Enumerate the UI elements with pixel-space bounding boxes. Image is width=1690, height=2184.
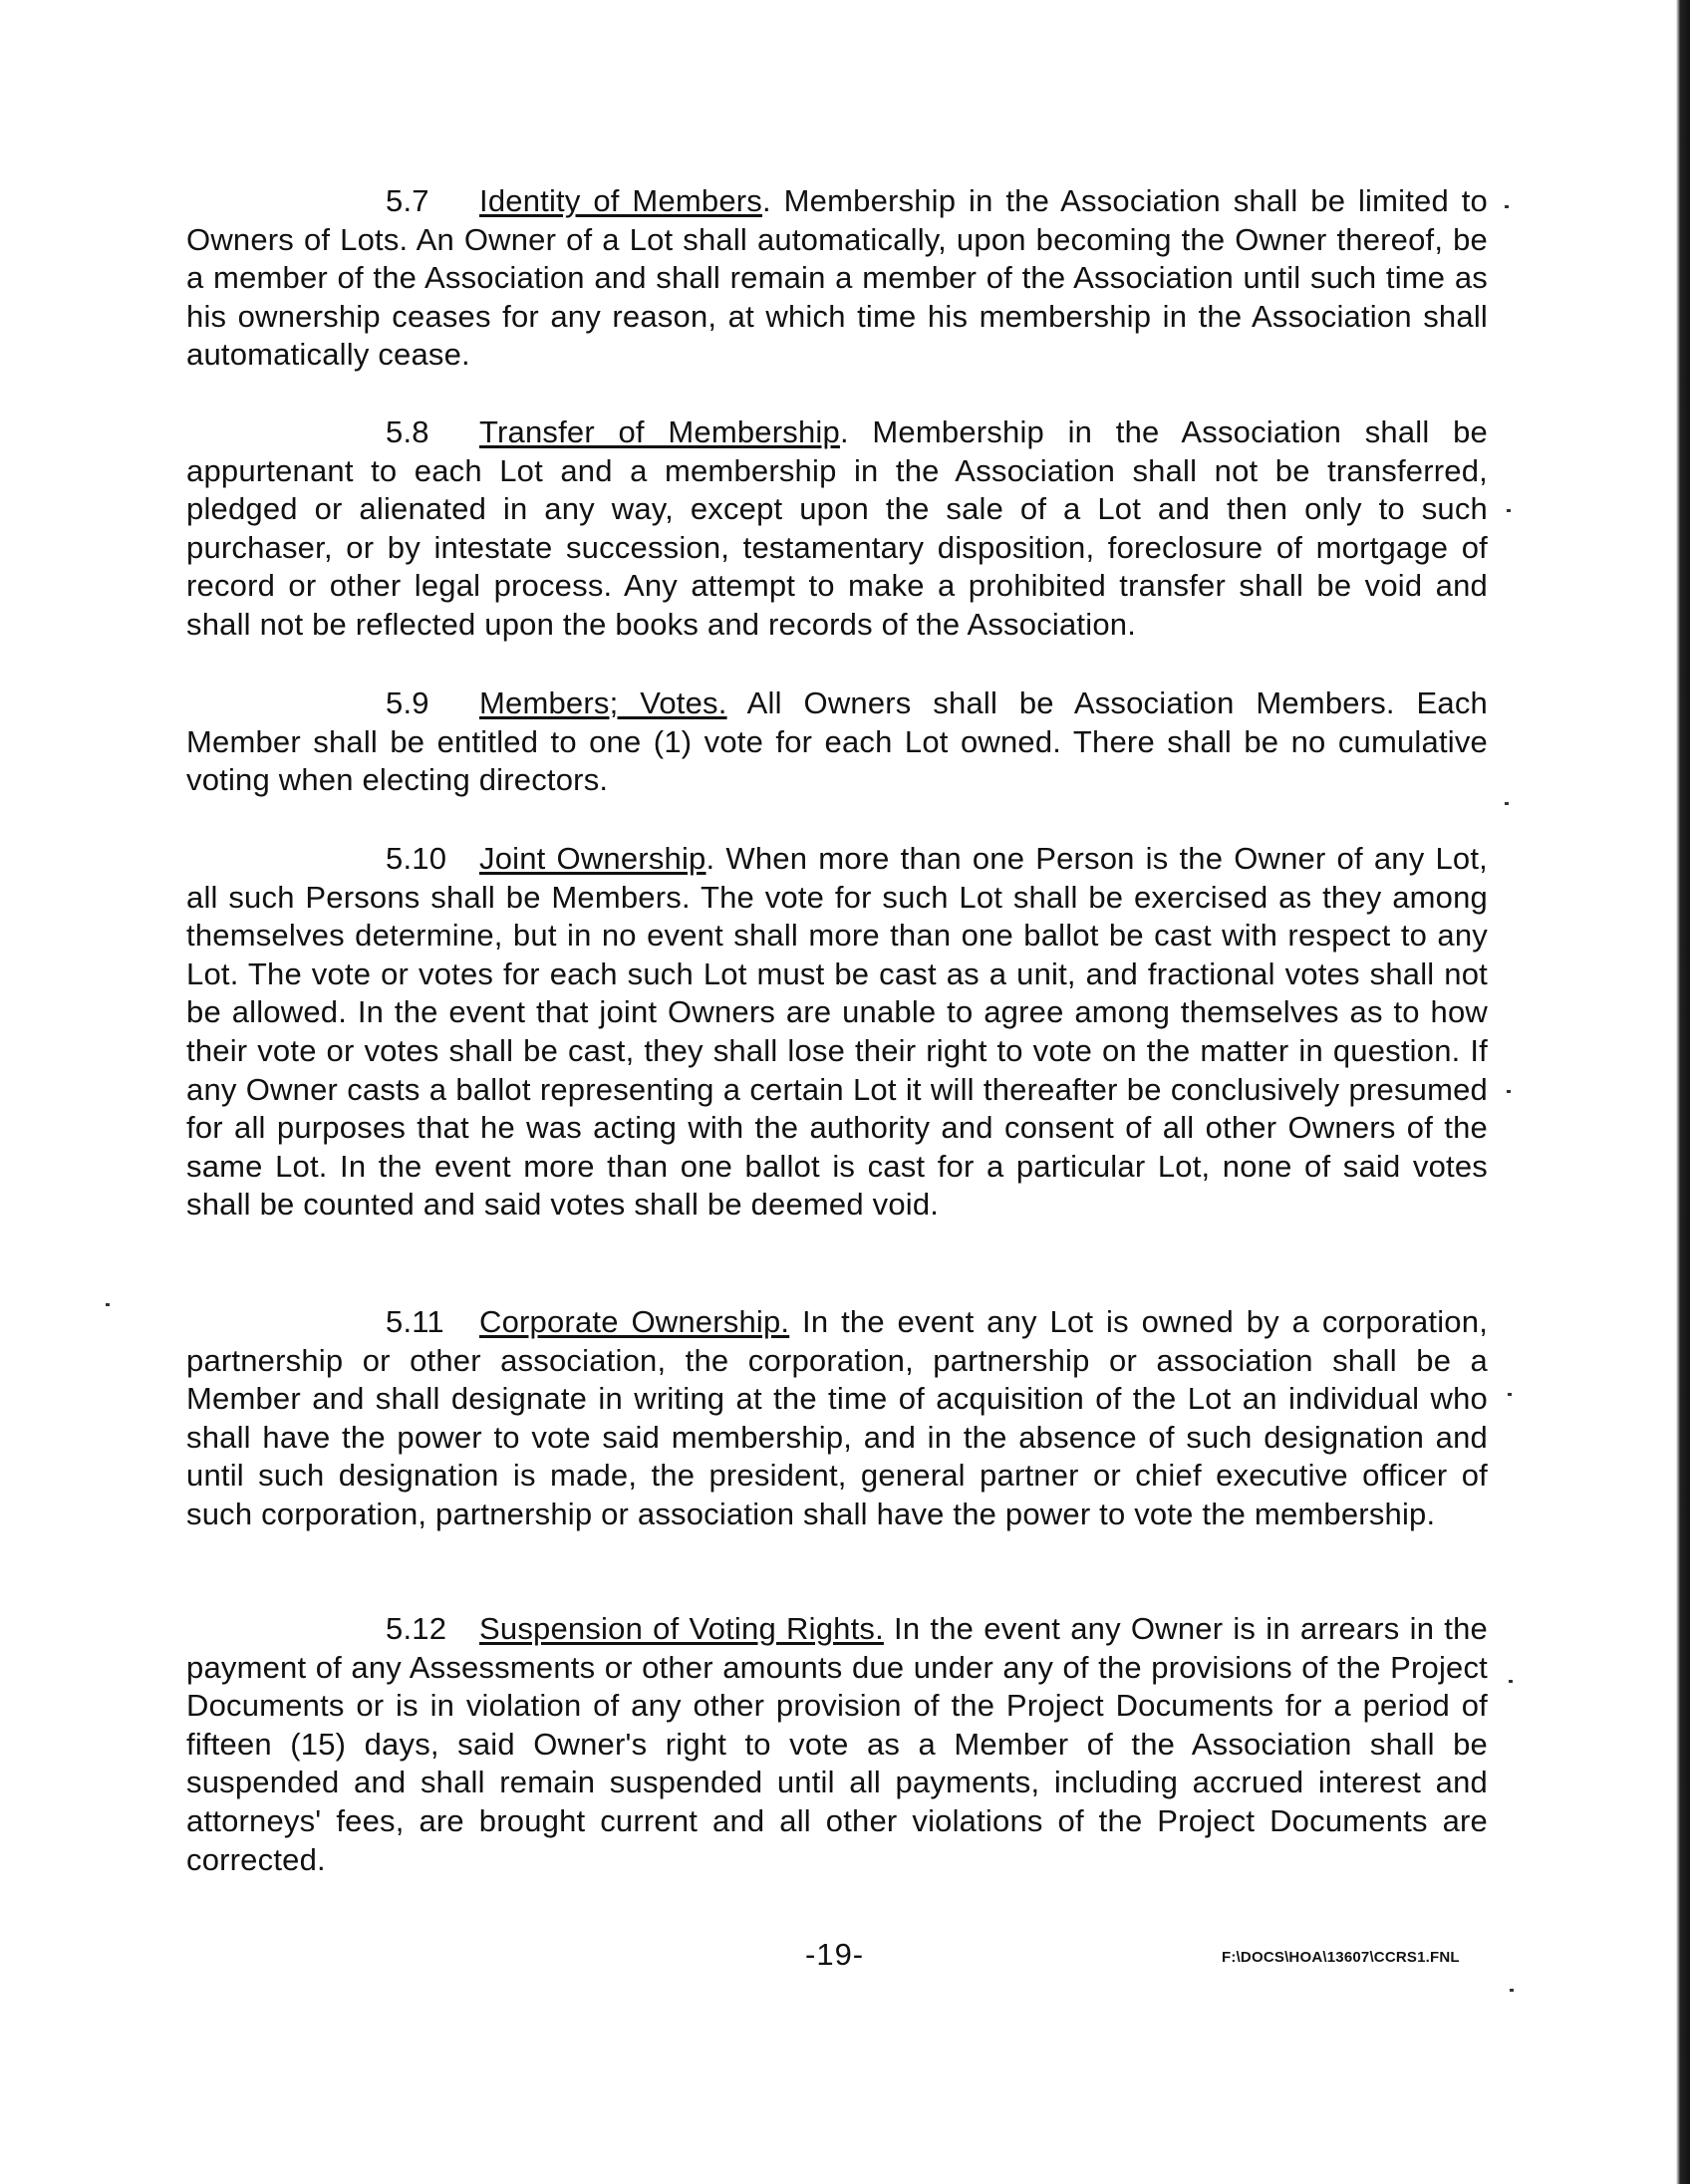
heading-punct: .: [705, 841, 715, 876]
file-path-footer: F:\DOCS\HOA\13607\CCRS1.FNL: [1222, 1949, 1460, 1966]
section-text: In the event any Owner is in arrears in the payment of any Assessments or other amounts due under any of the provisions of the Project Documents or is in violation of any other provision of the Project Documents for a period of fifteen (15) days, said Owner's right to vote as a Member of the Association shall be suspended and shall remain suspended until all payments, including accrued interest and attorneys' fees, are brought current and all other violations of the Project Documents are corrected.: [186, 1611, 1488, 1877]
section-5-7: [186, 182, 1488, 375]
scan-speck: [1505, 205, 1509, 208]
scan-speck: [1509, 1680, 1513, 1683]
scan-speck: [1507, 1090, 1511, 1093]
section-5-8: [186, 413, 1488, 645]
scan-speck: [1505, 802, 1509, 805]
page-number: -19-: [805, 1937, 865, 1972]
section-heading: Suspension of Voting Rights.: [479, 1611, 884, 1646]
scan-speck: [106, 1303, 110, 1306]
section-5-10: [186, 840, 1488, 1225]
section-heading: Joint Ownership: [479, 841, 706, 876]
section-heading: Corporate Ownership.: [479, 1304, 790, 1339]
scan-speck: [1510, 1989, 1514, 1992]
section-heading: Members; Votes.: [479, 685, 727, 720]
section-heading: Transfer of Membership: [479, 414, 840, 449]
section-number: 5.8: [386, 414, 429, 449]
scan-speck: [1507, 509, 1511, 512]
section-number: 5.10: [386, 841, 447, 876]
heading-punct: .: [839, 414, 849, 449]
section-text: Membership in the Association shall be appurtenant to each Lot and a membership in the Association shall not be transferred, pledged or alienated in any way, except upon the sale of a Lot and then only to such purchaser, or by intestate succession, testamentary disposition, foreclosure of mortgage of record or other legal process. Any attempt to make a prohibited transfer shall be void and shall not be reflected upon the books and records of the Association.: [186, 414, 1488, 642]
section-5-12: [186, 1610, 1488, 1879]
section-5-9: [186, 684, 1488, 800]
section-5-11: [186, 1303, 1488, 1534]
scan-edge: [1676, 0, 1690, 2184]
section-text: When more than one Person is the Owner of any Lot, all such Persons shall be Members. The vote for such Lot shall be exercised as they among themselves determine, but in no event shall more than one ballot be cast with respect to any Lot. The vote or votes for each such Lot must be cast as a unit, and fractional votes shall not be allowed. In the event that joint Owners are unable to agree among themselves as to how their vote or votes shall be cast, they shall lose their right to vote on the matter in question. If any Owner casts a ballot representing a certain Lot it will thereafter be conclusively presumed for all purposes that he was acting with the authority and consent of all other Owners of the same Lot. In the event more than one ballot is cast for a particular Lot, none of said votes shall be counted and said votes shall be deemed void.: [186, 841, 1488, 1223]
section-number: 5.7: [386, 183, 429, 218]
section-heading: Identity of Members: [479, 183, 763, 218]
section-text: In the event any Lot is owned by a corporation, partnership or other association, the corporation, partnership or association shall be a Member and shall designate in writing at the time of acquisition of the Lot an individual who shall have the power to vote said membership, and in the absence of such designation and until such designation is made, the president, general partner or chief executive officer of such corporation, partnership or association shall have the power to vote the membership.: [186, 1304, 1489, 1531]
section-text: Membership in the Association shall be limited to Owners of Lots. An Owner of a Lot shall automatically, upon becoming the Owner thereof, be a member of the Association and shall remain a member of the Association until such time as his ownership ceases for any reason, at which time his membership in the Association shall automatically cease.: [186, 183, 1488, 373]
scan-speck: [1508, 1393, 1512, 1396]
section-number: 5.12: [386, 1611, 447, 1646]
heading-punct: .: [762, 183, 771, 218]
section-text: All Owners shall be Association Members. Each Member shall be entitled to one (1) vote for each Lot owned. There shall be no cumulative voting when electing directors.: [186, 685, 1488, 798]
section-number: 5.9: [386, 685, 429, 720]
section-number: 5.11: [386, 1304, 444, 1339]
